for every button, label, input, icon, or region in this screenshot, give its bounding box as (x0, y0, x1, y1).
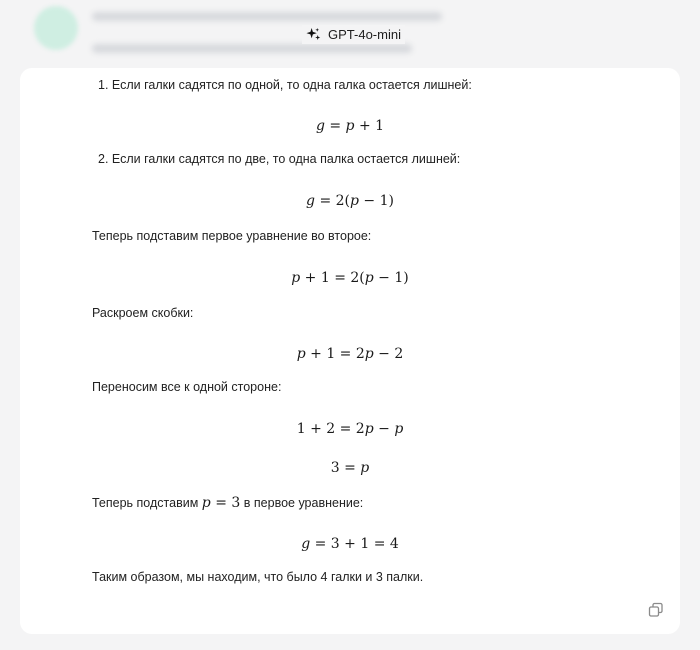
paragraph: Таким образом, мы находим, что было 4 галки и 3 палки. (92, 570, 424, 584)
model-badge[interactable] (302, 25, 405, 44)
paragraph: Теперь подставим p = 3 в первое уравнение: (92, 495, 364, 511)
equation: 3 = p (330, 460, 370, 476)
equation: g = p + 1 (315, 118, 385, 134)
list-number: 2. (98, 152, 109, 166)
paragraph: Раскроем скобки: (92, 306, 194, 320)
blurred-text-line (92, 44, 412, 53)
paragraph: Теперь подставим первое уравнение во второе: (92, 229, 372, 243)
paragraph: Переносим все к одной стороне: (92, 380, 282, 394)
copy-icon[interactable] (648, 602, 664, 618)
list-item-text: Если галки садятся по две, то одна палка остается лишней: (111, 152, 461, 166)
list-item-2 (98, 152, 460, 166)
list-item-1 (98, 78, 472, 92)
equation: g = 3 + 1 = 4 (301, 536, 399, 552)
list-number: 1. (98, 78, 109, 92)
model-name: GPT-4o-mini (328, 27, 401, 42)
inline-math: p = 3 (201, 495, 241, 511)
previous-message-area (0, 0, 700, 70)
equation: p + 1 = 2p − 2 (296, 346, 404, 362)
equation: g = 2(p − 1) (306, 193, 394, 209)
user-avatar (34, 6, 78, 50)
assistant-response-card (20, 68, 680, 634)
blurred-text-line (92, 12, 442, 21)
equation: p + 1 = 2(p − 1) (291, 270, 409, 286)
list-item-text: Если галки садятся по одной, то одна галка остается лишней: (111, 78, 472, 92)
sparkle-icon (306, 27, 321, 42)
equation: 1 + 2 = 2p − p (296, 421, 404, 437)
